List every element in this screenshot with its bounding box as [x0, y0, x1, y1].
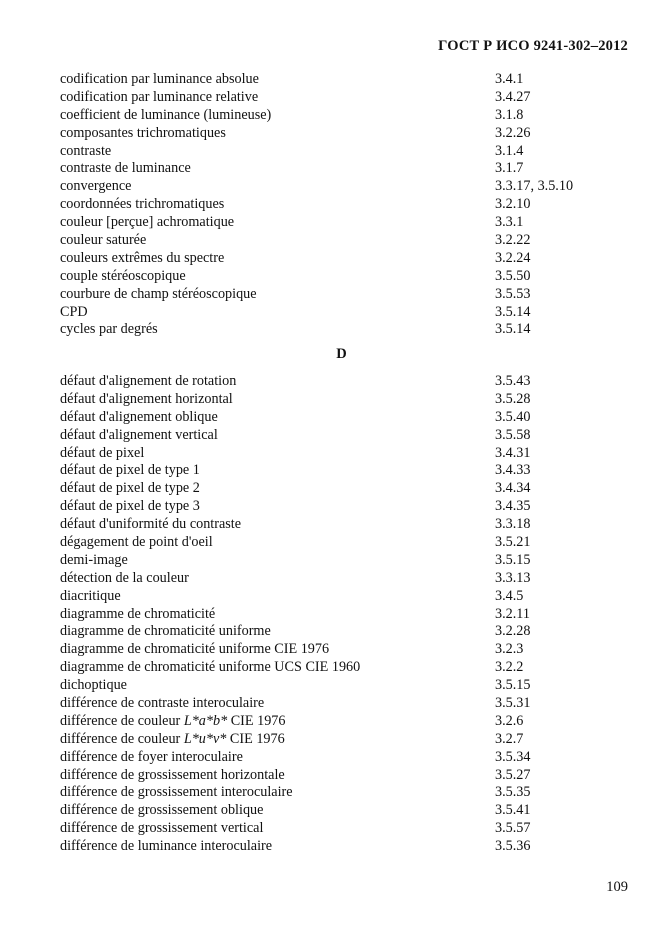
entry-term: différence de grossissement vertical [60, 820, 264, 837]
entry-ref: 3.3.17, 3.5.10 [495, 178, 574, 195]
entry-ref: 3.1.7 [495, 160, 524, 177]
index-entry [60, 214, 620, 232]
entry-term: dégagement de point d'oeil [60, 534, 213, 551]
index-entry [60, 516, 620, 534]
index-entry [60, 480, 620, 498]
index-entry [60, 143, 620, 161]
entry-term: convergence [60, 178, 132, 195]
index-entry [60, 820, 620, 838]
entry-term: couleur saturée [60, 232, 147, 249]
entry-ref: 3.2.24 [495, 249, 531, 266]
entry-ref: 3.2.11 [495, 605, 530, 622]
entry-term: différence de contraste interoculaire [60, 695, 265, 712]
page-number: 109 [606, 879, 628, 895]
index-entry [60, 677, 620, 695]
entry-ref: 3.3.1 [495, 214, 524, 231]
entry-term [60, 731, 285, 749]
entry-ref: 3.2.3 [495, 641, 524, 658]
entry-term: diacritique [60, 587, 121, 604]
index-entry [60, 462, 620, 480]
section-letter-heading: D [336, 346, 347, 362]
entry-term: diagramme de chromaticité uniforme CIE 1976 [60, 641, 330, 658]
index-entry [60, 71, 620, 89]
entry-ref: 3.5.40 [495, 408, 531, 425]
index-entry [60, 731, 620, 749]
entry-ref: 3.5.34 [495, 748, 531, 765]
entry-term: différence de foyer interoculaire [60, 748, 243, 765]
entry-term: contraste [60, 142, 112, 159]
entry-term: demi-image [60, 551, 128, 568]
index-entry [60, 286, 620, 304]
entry-ref: 3.5.21 [495, 534, 531, 551]
index-entry [60, 321, 620, 339]
entry-ref: 3.4.31 [495, 444, 531, 461]
entry-ref: 3.2.10 [495, 196, 531, 213]
index-entry [60, 125, 620, 143]
index-entry [60, 89, 620, 107]
index-entry [60, 409, 620, 427]
entry-ref: 3.5.57 [495, 820, 531, 837]
index-entry [60, 713, 620, 731]
entry-ref: 3.2.28 [495, 623, 531, 640]
entry-term: CPD [60, 303, 88, 320]
entry-ref: 3.5.28 [495, 390, 531, 407]
entry-term: contraste de luminance [60, 160, 191, 177]
entry-term [60, 713, 286, 731]
index-section-c [60, 71, 620, 339]
index-entry [60, 232, 620, 250]
index-entry [60, 695, 620, 713]
entry-term: couleurs extrêmes du spectre [60, 249, 225, 266]
entry-ref: 3.4.33 [495, 462, 531, 479]
entry-ref: 3.2.22 [495, 232, 531, 249]
entry-term: différence de grossissement horizontale [60, 766, 285, 783]
entry-ref: 3.5.14 [495, 303, 531, 320]
index-entry [60, 178, 620, 196]
term-suffix: CIE 1976 [227, 712, 286, 729]
index-entry [60, 802, 620, 820]
index-entry [60, 784, 620, 802]
index-entry [60, 641, 620, 659]
entry-ref: 3.5.43 [495, 373, 531, 389]
index-entry [60, 749, 620, 767]
entry-ref: 3.5.36 [495, 838, 531, 855]
entry-ref: 3.2.6 [495, 712, 524, 729]
index-entry [60, 268, 620, 286]
entry-term: diagramme de chromaticité [60, 605, 216, 622]
entry-ref: 3.4.5 [495, 587, 524, 604]
term-prefix: différence de couleur [60, 712, 184, 729]
entry-term: défaut d'alignement de rotation [60, 373, 237, 389]
entry-term: codification par luminance relative [60, 88, 259, 105]
entry-ref: 3.4.34 [495, 480, 531, 497]
term-italic: L*a*b* [183, 712, 228, 729]
entry-ref: 3.2.7 [495, 730, 524, 747]
entry-term: courbure de champ stéréoscopique [60, 285, 257, 302]
index-entry [60, 427, 620, 445]
entry-term: coordonnées trichromatiques [60, 196, 225, 213]
entry-ref: 3.3.18 [495, 516, 531, 533]
entry-term: composantes trichromatiques [60, 124, 226, 141]
entry-ref: 3.2.26 [495, 124, 531, 141]
index-entry [60, 534, 620, 552]
index-entry [60, 767, 620, 785]
index-entry [60, 107, 620, 125]
index-entry [60, 588, 620, 606]
entry-ref: 3.5.15 [495, 551, 531, 568]
entry-ref: 3.5.58 [495, 426, 531, 443]
entry-term: couleur [perçue] achromatique [60, 214, 235, 231]
index-entry [60, 160, 620, 178]
entry-ref: 3.5.15 [495, 677, 531, 694]
entry-term: différence de grossissement interoculaire [60, 784, 293, 801]
index-entry [60, 623, 620, 641]
entry-ref: 3.5.50 [495, 267, 531, 284]
entry-term: défaut d'alignement vertical [60, 426, 218, 443]
entry-term: cycles par degrés [60, 321, 158, 338]
entry-ref: 3.3.13 [495, 569, 531, 586]
entry-ref: 3.5.35 [495, 784, 531, 801]
entry-term: dichoptique [60, 677, 127, 694]
entry-term: détection de la couleur [60, 569, 189, 586]
entry-term: défaut de pixel de type 3 [60, 498, 200, 515]
index-entry [60, 373, 620, 391]
entry-term: défaut d'uniformité du contraste [60, 516, 242, 533]
entry-ref: 3.5.27 [495, 766, 531, 783]
entry-term: couple stéréoscopique [60, 267, 186, 284]
entry-ref: 3.5.14 [495, 321, 531, 338]
entry-term: défaut de pixel [60, 444, 145, 461]
term-suffix: CIE 1976 [226, 730, 285, 747]
index-entry [60, 304, 620, 322]
entry-ref: 3.1.4 [495, 142, 524, 159]
index-entry [60, 552, 620, 570]
entry-term: diagramme de chromaticité uniforme [60, 623, 271, 640]
index-entry [60, 838, 620, 856]
index-entry [60, 196, 620, 214]
index-entry [60, 391, 620, 409]
entry-term: diagramme de chromaticité uniforme UCS CIE 1960 [60, 659, 361, 676]
index-entry [60, 606, 620, 624]
entry-term: défaut d'alignement oblique [60, 408, 218, 425]
entry-term: différence de luminance interoculaire [60, 838, 273, 855]
entry-term: défaut de pixel de type 2 [60, 480, 200, 497]
entry-ref: 3.4.27 [495, 88, 531, 105]
index-entry [60, 250, 620, 268]
entry-term: coefficient de luminance (lumineuse) [60, 106, 272, 123]
index-section-d [60, 373, 620, 856]
entry-ref: 3.5.53 [495, 285, 531, 302]
document-header: ГОСТ Р ИСО 9241-302–2012 [438, 38, 628, 54]
entry-ref: 3.4.1 [495, 71, 524, 87]
entry-term: différence de grossissement oblique [60, 802, 264, 819]
index-entry [60, 570, 620, 588]
index-entry [60, 659, 620, 677]
index-entry [60, 498, 620, 516]
entry-ref: 3.4.35 [495, 498, 531, 515]
term-prefix: différence de couleur [60, 730, 184, 747]
entry-ref: 3.5.41 [495, 802, 531, 819]
entry-ref: 3.2.2 [495, 659, 524, 676]
entry-ref: 3.1.8 [495, 106, 524, 123]
entry-ref: 3.5.31 [495, 695, 531, 712]
entry-term: défaut d'alignement horizontal [60, 390, 233, 407]
entry-term: défaut de pixel de type 1 [60, 462, 200, 479]
term-italic: L*u*v* [183, 730, 227, 747]
index-entry [60, 445, 620, 463]
entry-term: codification par luminance absolue [60, 71, 259, 87]
